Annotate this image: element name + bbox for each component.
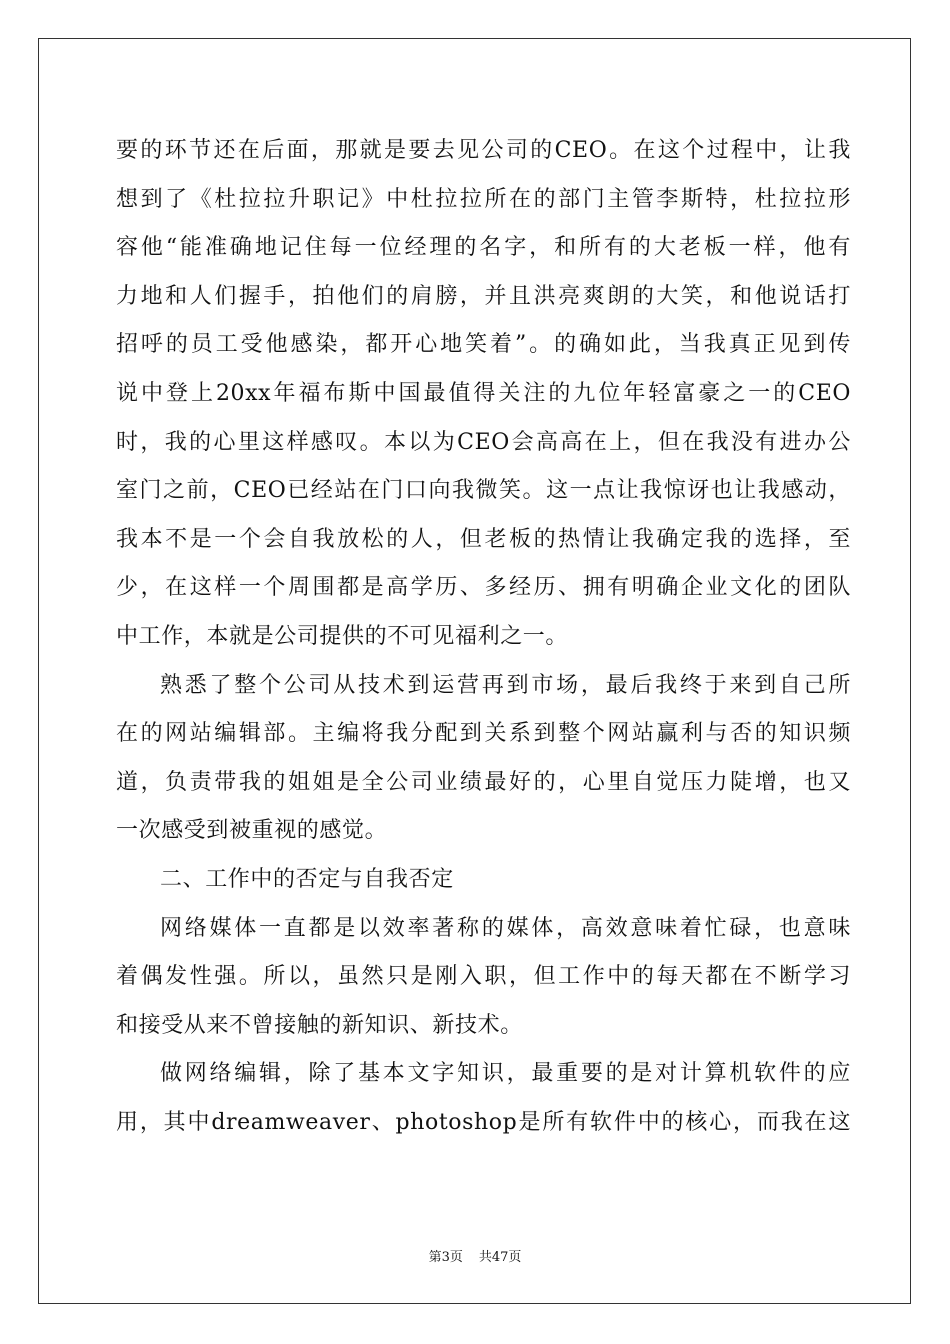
text-line: 中工作，本就是公司提供的不可见福利之一。: [116, 623, 569, 649]
document-body: [116, 131, 851, 1151]
text-line: 我本不是一个会自我放松的人，但老板的热情让我确定我的选择，至: [116, 526, 851, 552]
text-line: 用，其中dreamweaver、photoshop是所有软件中的核心，而我在这: [116, 1109, 851, 1135]
text-line: 说中登上20xx年福布斯中国最值得关注的九位年轻富豪之一的CEO: [116, 380, 851, 406]
text-line: 少，在这样一个周围都是高学历、多经历、拥有明确企业文化的团队: [116, 575, 851, 601]
text-line: 道，负责带我的姐姐是全公司业绩最好的，心里自觉压力陡增，也又: [116, 769, 851, 795]
text-line: 容他“能准确地记住每一位经理的名字，和所有的大老板一样，他有: [116, 235, 851, 261]
text-line: 要的环节还在后面，那就是要去见公司的CEO。在这个过程中，让我: [116, 138, 851, 163]
text-line: 一次感受到被重视的感觉。: [116, 818, 388, 844]
text-line: 和接受从来不曾接触的新知识、新技术。: [116, 1012, 523, 1038]
text-line: 力地和人们握手，拍他们的肩膀，并且洪亮爽朗的大笑，和他说话打: [116, 283, 851, 309]
paragraph-first-line: 做网络编辑，除了基本文字知识，最重要的是对计算机软件的应: [160, 1061, 851, 1087]
text-line: 在的网站编辑部。主编将我分配到关系到整个网站赢利与否的知识频: [116, 721, 851, 747]
text-line: 想到了《杜拉拉升职记》中杜拉拉所在的部门主管李斯特，杜拉拉形: [116, 186, 851, 212]
page-total: 共47页: [478, 1250, 522, 1265]
text-line: 着偶发性强。所以，虽然只是刚入职，但工作中的每天都在不断学习: [116, 964, 851, 990]
text-line: 招呼的员工受他感染，都开心地笑着”。的确如此，当我真正见到传: [116, 332, 851, 358]
paragraph-first-line: 熟悉了整个公司从技术到运营再到市场，最后我终于来到自己所: [160, 672, 851, 698]
text-line: 室门之前，CEO已经站在门口向我微笑。这一点让我惊讶也让我感动，: [116, 478, 851, 504]
page-footer: [0, 1246, 950, 1265]
text-line: 时，我的心里这样感叹。本以为CEO会高高在上，但在我没有进办公: [116, 429, 851, 455]
page-number: 第3页: [428, 1250, 463, 1265]
paragraph-first-line: 网络媒体一直都是以效率著称的媒体，高效意味着忙碌，也意味: [160, 915, 851, 941]
section-heading: 二、工作中的否定与自我否定: [160, 866, 454, 892]
